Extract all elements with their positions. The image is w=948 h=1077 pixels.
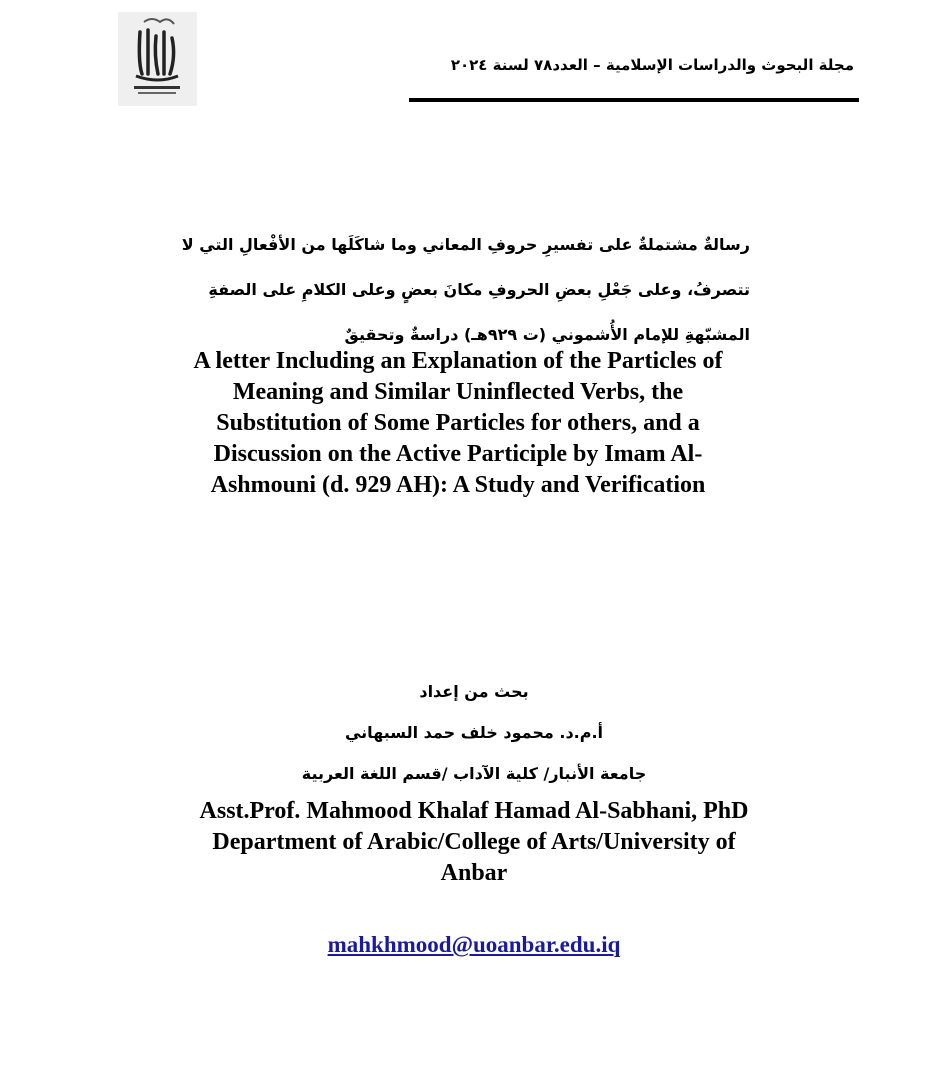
english-department-line: Department of Arabic/College of Arts/University of <box>212 829 736 855</box>
arabic-title-line: رسالةٌ مشتملةٌ على تفسيرِ حروفِ المعاني وما شاكَلَها من الأفْعالِ التي لا <box>181 235 750 254</box>
arabic-author-block <box>200 676 748 799</box>
arabic-affiliation: جامعة الأنبار/ كلية الآداب /قسم اللغة العربية <box>301 764 647 783</box>
arabic-title-line: تتصرفُ، وعلى جَعْلِ بعضِ الحروفِ مكانَ بعضٍ وعلى الكلامِ على الصفةِ <box>208 280 750 299</box>
prepared-by-label: بحث من إعداد <box>419 682 529 701</box>
english-title-line: Meaning and Similar Uninflected Verbs, the <box>232 379 684 405</box>
english-title-line: A letter Including an Explanation of the Particles of <box>193 348 723 374</box>
arabic-title <box>150 222 750 357</box>
header-rule <box>409 98 859 102</box>
journal-calligraphy-logo-icon <box>118 12 197 106</box>
email-container <box>140 932 808 958</box>
english-title-line: Substitution of Some Particles for others, and a <box>216 410 700 436</box>
english-department-line: Anbar <box>440 860 508 886</box>
journal-logo <box>118 12 197 106</box>
english-title-line: Discussion on the Active Participle by Imam Al- <box>213 441 703 467</box>
author-email-link[interactable]: mahkhmood@uoanbar.edu.iq <box>327 932 621 957</box>
english-title-line: Ashmouni (d. 929 AH): A Study and Verification <box>210 472 706 498</box>
journal-header: مجلة البحوث والدراسات الإسلامية – العدد٧٨ لسنة ٢٠٢٤ <box>450 56 854 74</box>
english-title <box>150 346 766 501</box>
arabic-author-name: أ.م.د. محمود خلف حمد السبهاني <box>344 723 604 742</box>
english-author-name: Asst.Prof. Mahmood Khalaf Hamad Al-Sabhani, PhD <box>199 798 749 824</box>
arabic-title-line: المشبّهةِ للإمام الأُشموني (ت ٩٢٩هـ) دراسةٌ وتحقيقٌ <box>344 325 750 344</box>
english-author-block <box>140 796 808 889</box>
